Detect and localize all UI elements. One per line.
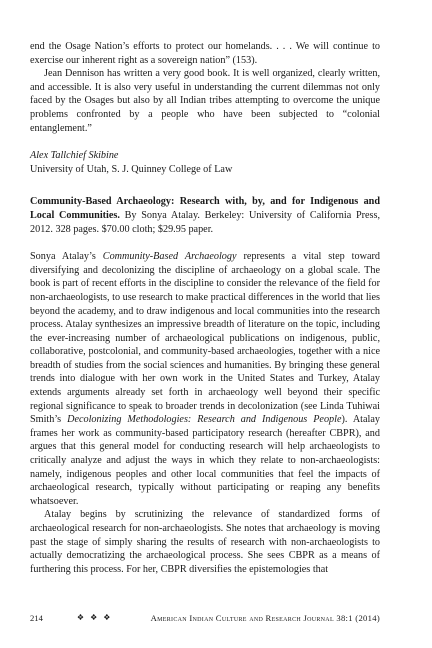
diamond-ornament-icon: ❖❖❖ [76, 613, 117, 622]
book-title: Community-Based Archaeology: Research with, by, and for Indigenous and Local Communities. [30, 196, 380, 221]
previous-review-closing-paragraph: Jean Dennison has written a very good book. It is well organized, clearly written, and accessible. It is also very useful in understanding the current dilemmas not only faced by the Osages but also by all Indian tribes attempting to overcome the unique problems confronted by a people who have been subjected to “colonial entanglement.” [30, 68, 380, 134]
spacer [30, 236, 380, 250]
review-paragraph-1 [30, 250, 380, 508]
p1-reference-title: Decolonizing Methodologies: Research and Indigenous People [67, 414, 342, 426]
p1-part-c: ). Atalay frames her work as community-based participatory research (hereafter CBPR), and argues that this general model for conducting research will help archaeologists to critically analyze and adjust the ways in which they relate to non-archaeologists: namely, indigenous peoples and other local communities that feel the impacts of archaeological research, typically without participating or reaping any benefits whatsoever. [30, 414, 380, 507]
page-body [30, 40, 380, 576]
spacer [30, 135, 380, 149]
previous-review-quote: end the Osage Nation’s efforts to protect our homelands. . . . We will continue to exercise our inherent right as a sovereign nation” (153). [30, 41, 380, 66]
spacer [30, 176, 380, 195]
p1-book-title: Community-Based Archaeology [102, 251, 237, 263]
review-paragraph-2: Atalay begins by scrutinizing the relevance of standardized forms of archaeological research for non-archaeologists. She notes that archaeology is moving past the stage of simply sharing the results of research with non-archaeologists to actually democratizing the archaeological process. She sees CBPR as a means of furthering this process. For her, CBPR diversifies the epistemologies that [30, 509, 380, 575]
review-heading [30, 195, 380, 236]
reviewer-name: Alex Tallchief Skibine [30, 150, 119, 162]
journal-citation: American Indian Culture and Research Journal 38:1 (2014) [150, 613, 380, 623]
page-footer [30, 612, 380, 624]
p1-part-b: represents a vital step toward diversifying and decolonizing the discipline of archaeology on a global scale. The book is part of recent efforts in the discipline to consider the relevance of the field for non-archaeologists, to use research to make practical differences in the world that lies beyond the academy, and to draw indigenous and local communities into the research process. Atalay synthesizes an impressive breadth of literature on the topic, including the ever-increasing number of archaeological publications on indigenous, public, collaborative, postcolonial, and community-based archaeologies, together with a nice breadth of studies from the social sciences and humanities. By bringing these general trends into dialogue with her own work in the United States and Turkey, Atalay extends arguments already set forth in archaeology well beyond their specific regional significance to speak to broader trends in decolonization (see Linda Tuhiwai Smith’s [30, 251, 380, 426]
reviewer-affiliation: University of Utah, S. J. Quinney College of Law [30, 163, 233, 175]
p1-part-a: Sonya Atalay’s [30, 251, 103, 263]
footer-left [30, 612, 116, 624]
page-number: 214 [30, 613, 43, 623]
publication-info: By Sonya Atalay. Berkeley: University of California Press, 2012. 328 pages. $70.00 cloth; $29.95 paper. [30, 209, 380, 235]
